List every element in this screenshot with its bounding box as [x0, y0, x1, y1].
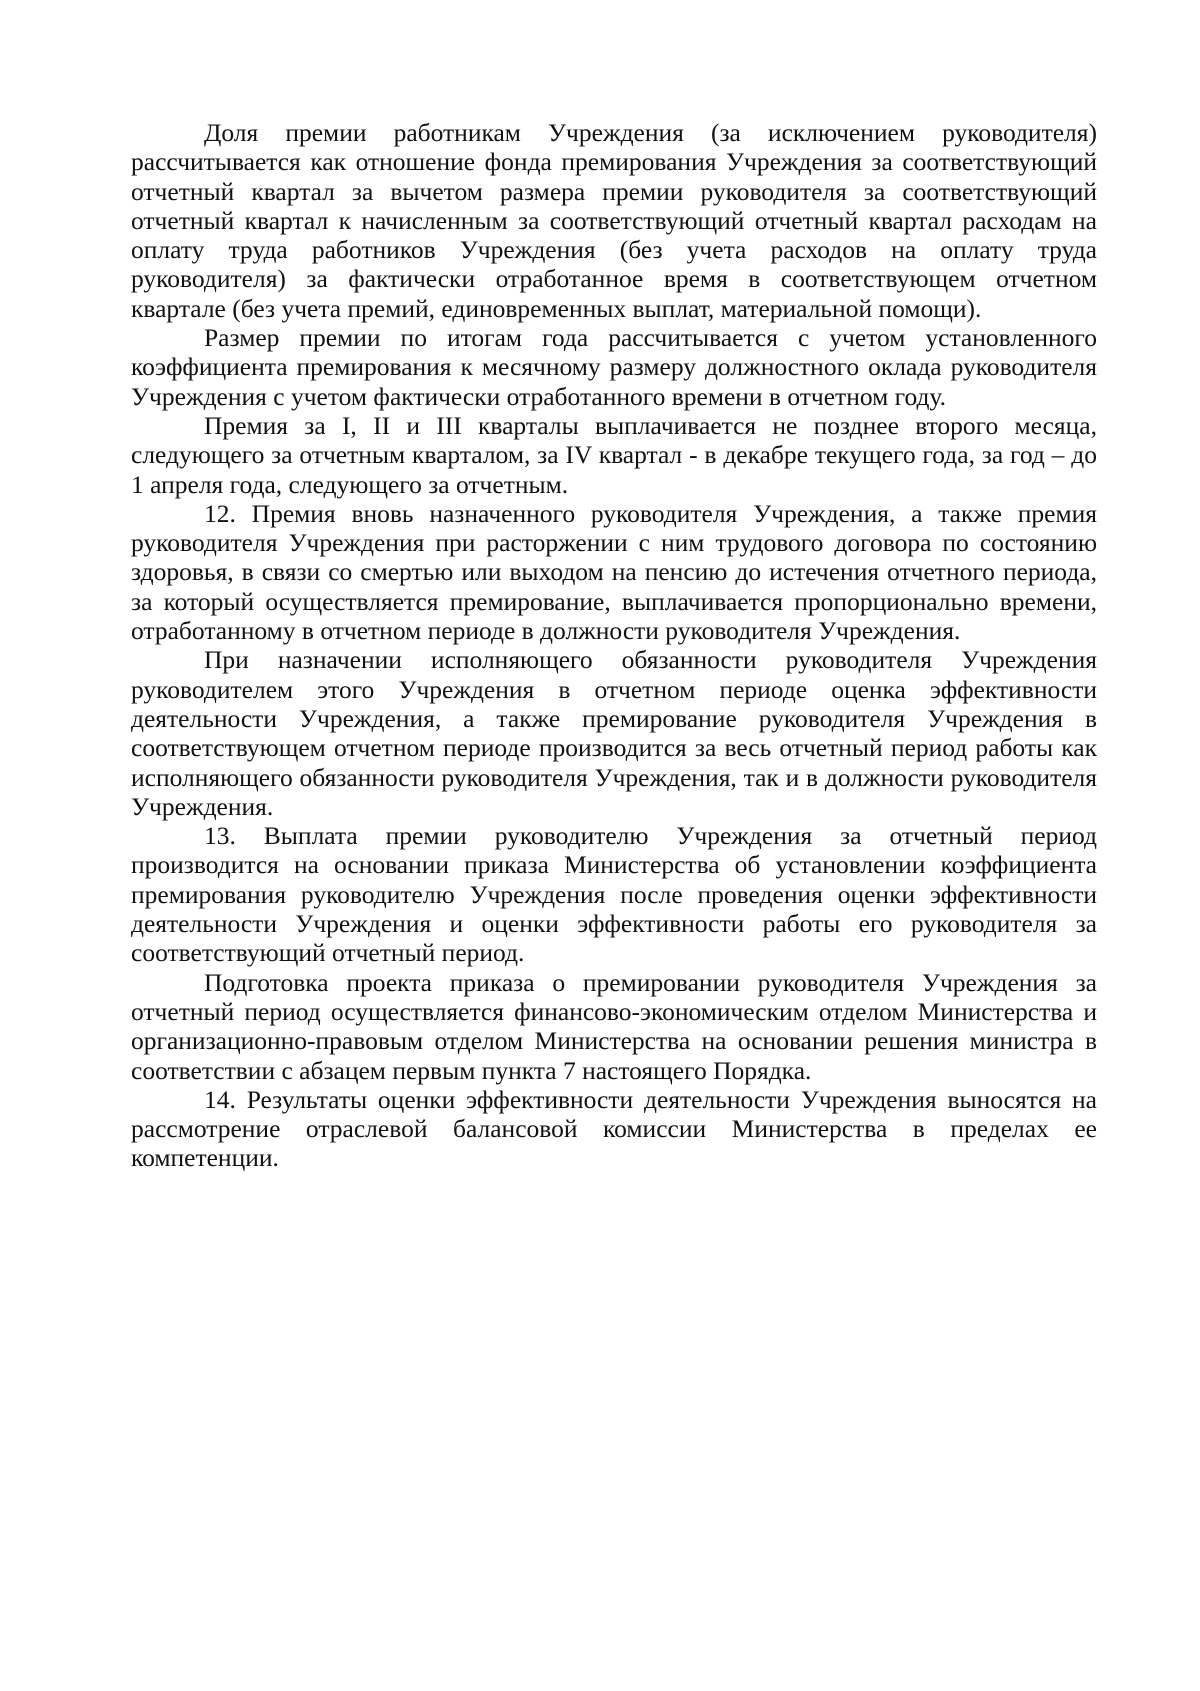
paragraph-bonus-share-employees: Доля премии работникам Учреждения (за исключением руководителя) рассчитывается как отношение фонда премирования Учреждения за соответствующий отчетный квартал за вычетом размера премии руководителя за соответствующий отчетный квартал к начисленным за соответствующий отчетный квартал расходам на оплату труда работников Учреждения (без учета расходов на оплату труда руководителя) за фактически отработанное время в соответствующем отчетном квартале (без учета премий, единовременных выплат, материальной помощи). [131, 118, 1097, 323]
paragraph-order-preparation: Подготовка проекта приказа о премировании руководителя Учреждения за отчетный период осуществляется финансово-экономическим отделом Министерства и организационно-правовым отделом Министерства на основании решения министра в соответствии с абзацем первым пункта 7 настоящего Порядка. [131, 967, 1097, 1085]
paragraph-acting-head: При назначении исполняющего обязанности руководителя Учреждения руководителем этого Учреждения в отчетном периоде оценка эффективности деятельности Учреждения, а также премирование руководителя Учреждения в соответствующем отчетном периоде производится за весь отчетный период работы как исполняющего обязанности руководителя Учреждения, так и в должности руководителя Учреждения. [131, 645, 1097, 821]
paragraph-item-13: 13. Выплата премии руководителю Учреждения за отчетный период производится на основании приказа Министерства об установлении коэффициента премирования руководителю Учреждения после проведения оценки эффективности деятельности Учреждения и оценки эффективности работы его руководителя за соответствующий отчетный период. [131, 821, 1097, 968]
paragraph-item-12: 12. Премия вновь назначенного руководителя Учреждения, а также премия руководителя Учреждения при расторжении с ним трудового договора по состоянию здоровья, в связи со смертью или выходом на пенсию до истечения отчетного периода, за который осуществляется премирование, выплачивается пропорционально времени, отработанному в отчетном периоде в должности руководителя Учреждения. [131, 498, 1097, 646]
document-body [131, 118, 1097, 1173]
paragraph-item-14: 14. Результаты оценки эффективности деятельности Учреждения выносятся на рассмотрение отраслевой балансовой комиссии Министерства в пределах ее компетенции. [131, 1084, 1097, 1173]
paragraph-quarterly-bonus-payment: Премия за I, II и III кварталы выплачивается не позднее второго месяца, следующего за отчетным кварталом, за IV квартал - в декабре текущего года, за год – до 1 апреля года, следующего за отчетным. [131, 410, 1097, 499]
paragraph-annual-bonus-size: Размер премии по итогам года рассчитывается с учетом установленного коэффициента премирования к месячному размеру должностного оклада руководителя Учреждения с учетом фактически отработанного времени в отчетном году. [131, 323, 1097, 411]
